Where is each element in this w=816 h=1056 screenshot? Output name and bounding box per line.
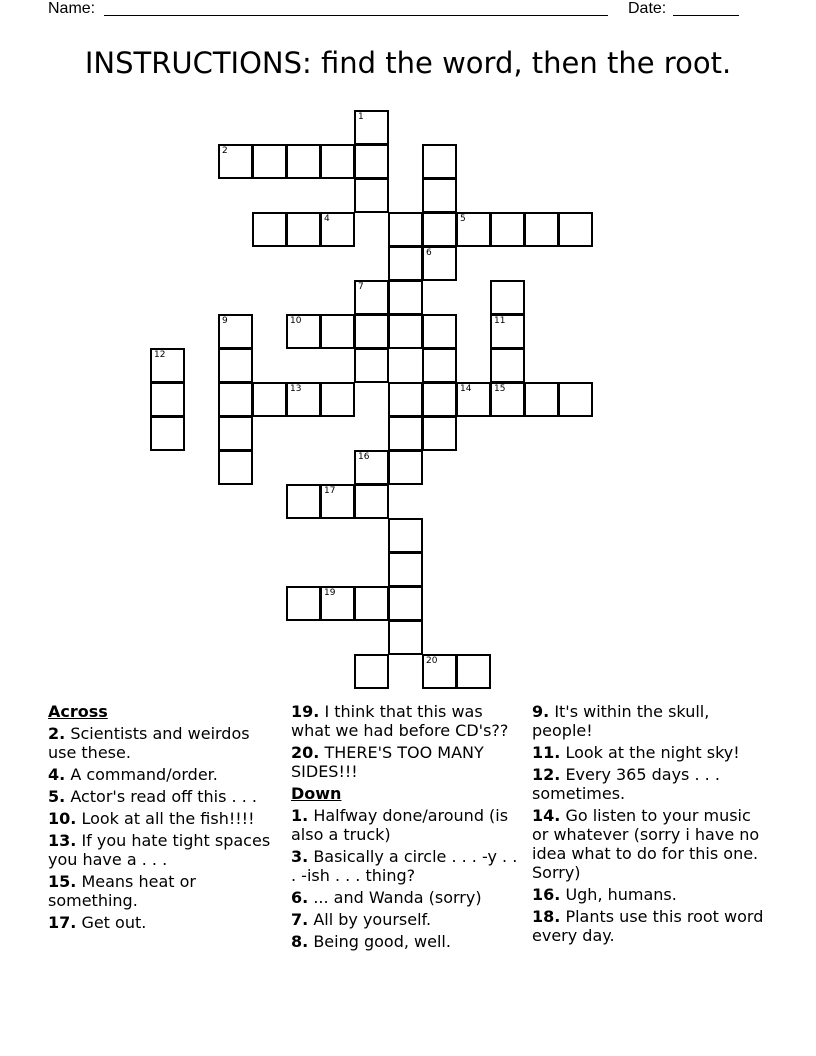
grid-cell[interactable]: [354, 484, 389, 519]
grid-cell[interactable]: [252, 144, 287, 179]
grid-cell[interactable]: [354, 586, 389, 621]
clue-across-10: 10. Look at all the fish!!!!: [48, 809, 255, 828]
grid-cell[interactable]: [422, 144, 457, 179]
clue-down-1: 1. Halfway done/around (is also a truck): [291, 806, 509, 844]
grid-cell[interactable]: [286, 484, 321, 519]
clue-number: 20: [426, 656, 438, 666]
grid-cell[interactable]: [320, 314, 355, 349]
grid-cell[interactable]: [490, 314, 525, 349]
grid-cell[interactable]: [150, 416, 185, 451]
clue-number: 9: [222, 316, 228, 326]
grid-cell[interactable]: [150, 382, 185, 417]
grid-cell[interactable]: [422, 348, 457, 383]
clues-column-1: [48, 702, 280, 935]
clue-number: 1: [358, 112, 364, 122]
clue-number: 5: [460, 214, 466, 224]
grid-cell[interactable]: [490, 280, 525, 315]
grid-cell[interactable]: [218, 416, 253, 451]
grid-cell[interactable]: [320, 586, 355, 621]
clue-across-15: 15. Means heat or something.: [48, 872, 196, 910]
grid-cell[interactable]: [422, 212, 457, 247]
clue-across-4: 4. A command/order.: [48, 765, 218, 784]
clues-column-3: [532, 702, 768, 948]
grid-cell[interactable]: [456, 654, 491, 689]
clues-column-2: [291, 702, 523, 954]
grid-cell[interactable]: [456, 212, 491, 247]
clue-number: 15: [494, 384, 506, 394]
clue-down-6: 6. ... and Wanda (sorry): [291, 888, 482, 907]
clue-across-20: 20. THERE'S TOO MANY SIDES!!!: [291, 743, 484, 781]
grid-cell[interactable]: [388, 552, 423, 587]
clue-down-3: 3. Basically a circle . . . -y . . . -ish . . . thing?: [291, 847, 518, 885]
grid-cell[interactable]: [286, 586, 321, 621]
clue-number: 4: [324, 214, 330, 224]
grid-cell[interactable]: [150, 348, 185, 383]
clue-across-13: 13. If you hate tight spaces you have a . . .: [48, 831, 271, 869]
grid-cell[interactable]: [422, 314, 457, 349]
grid-cell[interactable]: [286, 212, 321, 247]
clue-down-11: 11. Look at the night sky!: [532, 743, 740, 762]
grid-cell[interactable]: [490, 212, 525, 247]
date-label: Date:: [628, 0, 667, 17]
grid-cell[interactable]: [354, 110, 389, 145]
clue-down-9: 9. It's within the skull, people!: [532, 702, 710, 740]
grid-cell[interactable]: [422, 654, 457, 689]
clue-down-8: 8. Being good, well.: [291, 932, 451, 951]
clue-number: 2: [222, 146, 228, 156]
grid-cell[interactable]: [252, 382, 287, 417]
clue-number: 6: [426, 248, 432, 258]
grid-cell[interactable]: [422, 382, 457, 417]
grid-cell[interactable]: [388, 450, 423, 485]
page-title: INSTRUCTIONS: find the word, then the root.: [84, 46, 732, 80]
grid-cell[interactable]: [354, 280, 389, 315]
grid-cell[interactable]: [354, 348, 389, 383]
grid-cell[interactable]: [388, 518, 423, 553]
grid-cell[interactable]: [490, 348, 525, 383]
clue-number: 12: [154, 350, 166, 360]
grid-cell[interactable]: [490, 382, 525, 417]
grid-cell[interactable]: [320, 484, 355, 519]
grid-cell[interactable]: [320, 382, 355, 417]
grid-cell[interactable]: [354, 450, 389, 485]
grid-cell[interactable]: [252, 212, 287, 247]
grid-cell[interactable]: [388, 280, 423, 315]
grid-cell[interactable]: [388, 212, 423, 247]
clue-number: 19: [324, 588, 336, 598]
grid-cell[interactable]: [558, 212, 593, 247]
grid-cell[interactable]: [354, 314, 389, 349]
grid-cell[interactable]: [524, 212, 559, 247]
grid-cell[interactable]: [388, 314, 423, 349]
clue-number: 13: [290, 384, 302, 394]
grid-cell[interactable]: [286, 144, 321, 179]
grid-cell[interactable]: [218, 348, 253, 383]
clue-across-17: 17. Get out.: [48, 913, 147, 932]
grid-cell[interactable]: [456, 382, 491, 417]
grid-cell[interactable]: [422, 416, 457, 451]
grid-cell[interactable]: [524, 382, 559, 417]
clue-across-2: 2. Scientists and weirdos use these.: [48, 724, 250, 762]
clue-across-19: 19. I think that this was what we had before CD's??: [291, 702, 509, 740]
grid-cell[interactable]: [388, 416, 423, 451]
grid-cell[interactable]: [218, 314, 253, 349]
grid-cell[interactable]: [320, 212, 355, 247]
clue-down-18: 18. Plants use this root word every day.: [532, 907, 764, 945]
grid-cell[interactable]: [422, 178, 457, 213]
grid-cell[interactable]: [354, 144, 389, 179]
clue-number: 16: [358, 452, 370, 462]
clue-down-16: 16. Ugh, humans.: [532, 885, 677, 904]
grid-cell[interactable]: [218, 144, 253, 179]
grid-cell[interactable]: [286, 314, 321, 349]
grid-cell[interactable]: [320, 144, 355, 179]
grid-cell[interactable]: [286, 382, 321, 417]
clue-number: 10: [290, 316, 302, 326]
across-heading: Across: [48, 702, 108, 721]
clue-across-5: 5. Actor's read off this . . .: [48, 787, 257, 806]
clue-down-12: 12. Every 365 days . . . sometimes.: [532, 765, 720, 803]
grid-cell[interactable]: [218, 382, 253, 417]
grid-cell[interactable]: [388, 246, 423, 281]
down-heading: Down: [291, 784, 342, 803]
grid-cell[interactable]: [422, 246, 457, 281]
clue-down-14: 14. Go listen to your music or whatever (sorry i have no idea what to do for this one. Sorry): [532, 806, 760, 882]
clue-number: 17: [324, 486, 336, 496]
clue-down-7: 7. All by yourself.: [291, 910, 432, 929]
grid-cell[interactable]: [218, 450, 253, 485]
grid-cell[interactable]: [388, 620, 423, 655]
clue-number: 14: [460, 384, 472, 394]
grid-cell[interactable]: [354, 654, 389, 689]
clue-number: 11: [494, 316, 506, 326]
grid-cell[interactable]: [388, 382, 423, 417]
name-label: Name:: [48, 0, 96, 17]
grid-cell[interactable]: [354, 178, 389, 213]
grid-cell[interactable]: [388, 586, 423, 621]
clue-number: 7: [358, 282, 364, 292]
grid-cell[interactable]: [558, 382, 593, 417]
